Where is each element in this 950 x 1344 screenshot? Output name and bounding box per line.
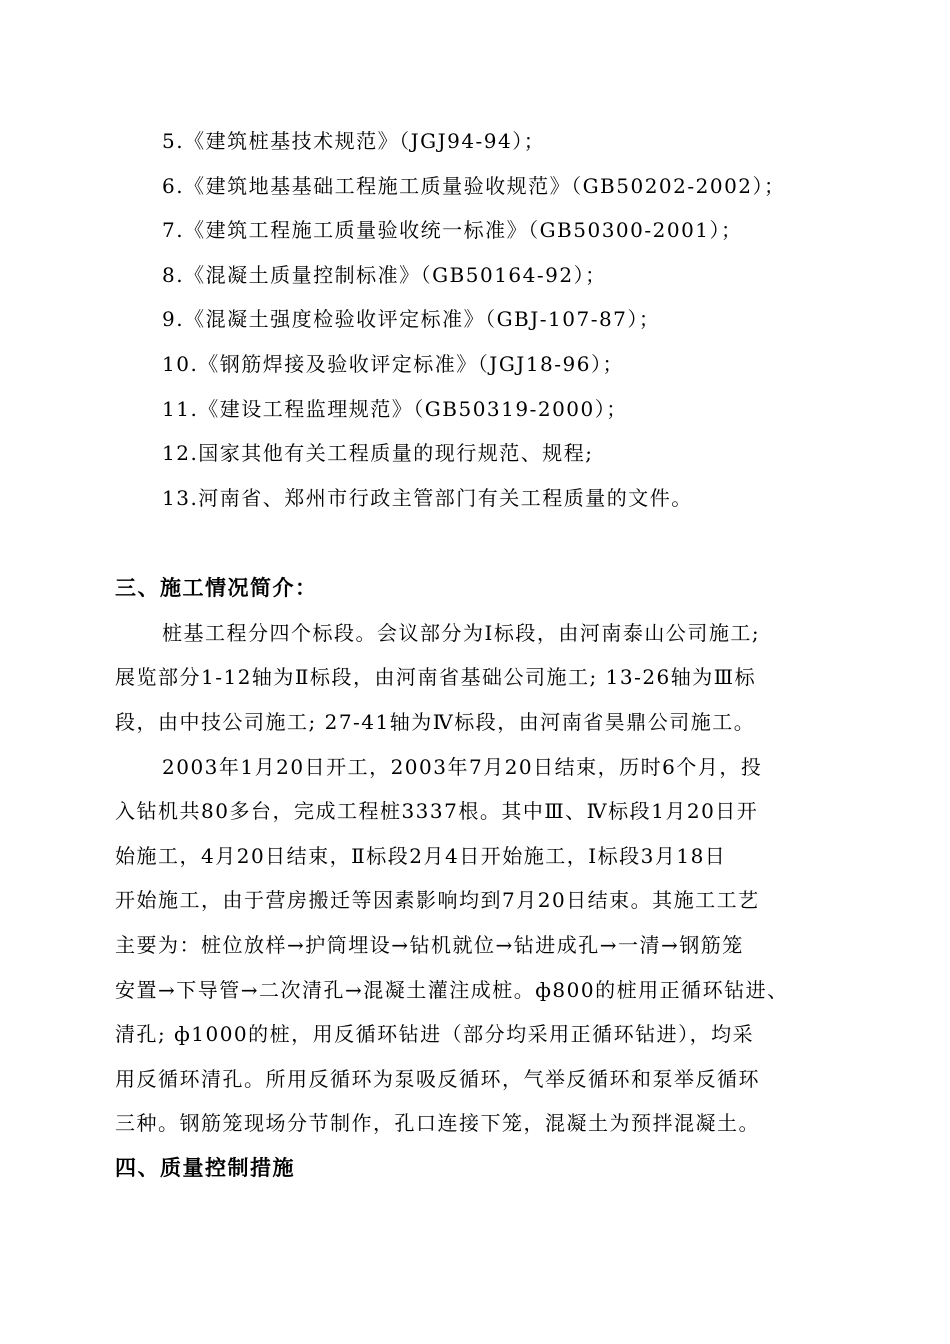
reference-item-9: 9.《混凝土强度检验收评定标准》（GBJ-107-87）； xyxy=(162,307,661,331)
reference-item-5: 5.《建筑桩基技术规范》（JGJ94-94）； xyxy=(162,129,546,153)
reference-item-13: 13.河南省、郑州市行政主管部门有关工程质量的文件。 xyxy=(162,486,693,510)
paragraph-2-line: 主要为：桩位放样→护筒埋设→钻机就位→钻进成孔→一清→钢筋笼 xyxy=(115,933,744,957)
paragraph-1-line: 段，由中技公司施工; 27-41轴为Ⅳ标段，由河南省昊鼎公司施工。 xyxy=(115,710,756,734)
paragraph-2-line: 安置→下导管→二次清孔→混凝土灌注成桩。ф800的桩用正循环钻进、 xyxy=(115,978,789,1002)
section-4-heading: 四、质量控制措施 xyxy=(115,1155,295,1180)
paragraph-2-line: 2003年1月20日开工，2003年7月20日结束，历时6个月，投 xyxy=(162,755,763,779)
paragraph-2-line: 开始施工，由于营房搬迁等因素影响均到7月20日结束。其施工工艺 xyxy=(115,888,760,912)
reference-item-10: 10.《钢筋焊接及验收评定标准》（JGJ18-96）； xyxy=(162,352,624,376)
paragraph-1-line: 展览部分1-12轴为Ⅱ标段，由河南省基础公司施工; 13-26轴为Ⅲ标 xyxy=(115,665,757,689)
reference-item-8: 8.《混凝土质量控制标准》（GB50164-92）； xyxy=(162,263,607,287)
paragraph-2-line: 入钻机共80多台，完成工程桩3337根。其中Ⅲ、Ⅳ标段1月20日开 xyxy=(115,799,759,823)
reference-item-7: 7.《建筑工程施工质量验收统一标准》（GB50300-2001）； xyxy=(162,218,743,242)
reference-item-12: 12.国家其他有关工程质量的现行规范、规程; xyxy=(162,441,594,465)
paragraph-2-line: 三种。钢筋笼现场分节制作，孔口连接下笼，混凝土为预拌混凝土。 xyxy=(115,1111,760,1135)
reference-item-6: 6.《建筑地基基础工程施工质量验收规范》（GB50202-2002）； xyxy=(162,174,786,198)
paragraph-2-line: 用反循环清孔。所用反循环为泵吸反循环，气举反循环和泵举反循环 xyxy=(115,1067,760,1091)
section-3-heading: 三、施工情况简介： xyxy=(115,575,318,600)
paragraph-2-line: 始施工，4月20日结束，Ⅱ标段2月4日开始施工，Ⅰ标段3月18日 xyxy=(115,844,727,868)
paragraph-1-line: 桩基工程分四个标段。会议部分为Ⅰ标段，由河南泰山公司施工; xyxy=(162,621,761,645)
reference-item-11: 11.《建设工程监理规范》（GB50319-2000）； xyxy=(162,397,628,421)
paragraph-2-line: 清孔; ф1000的桩，用反循环钻进（部分均采用正循环钻进），均采 xyxy=(115,1022,755,1046)
